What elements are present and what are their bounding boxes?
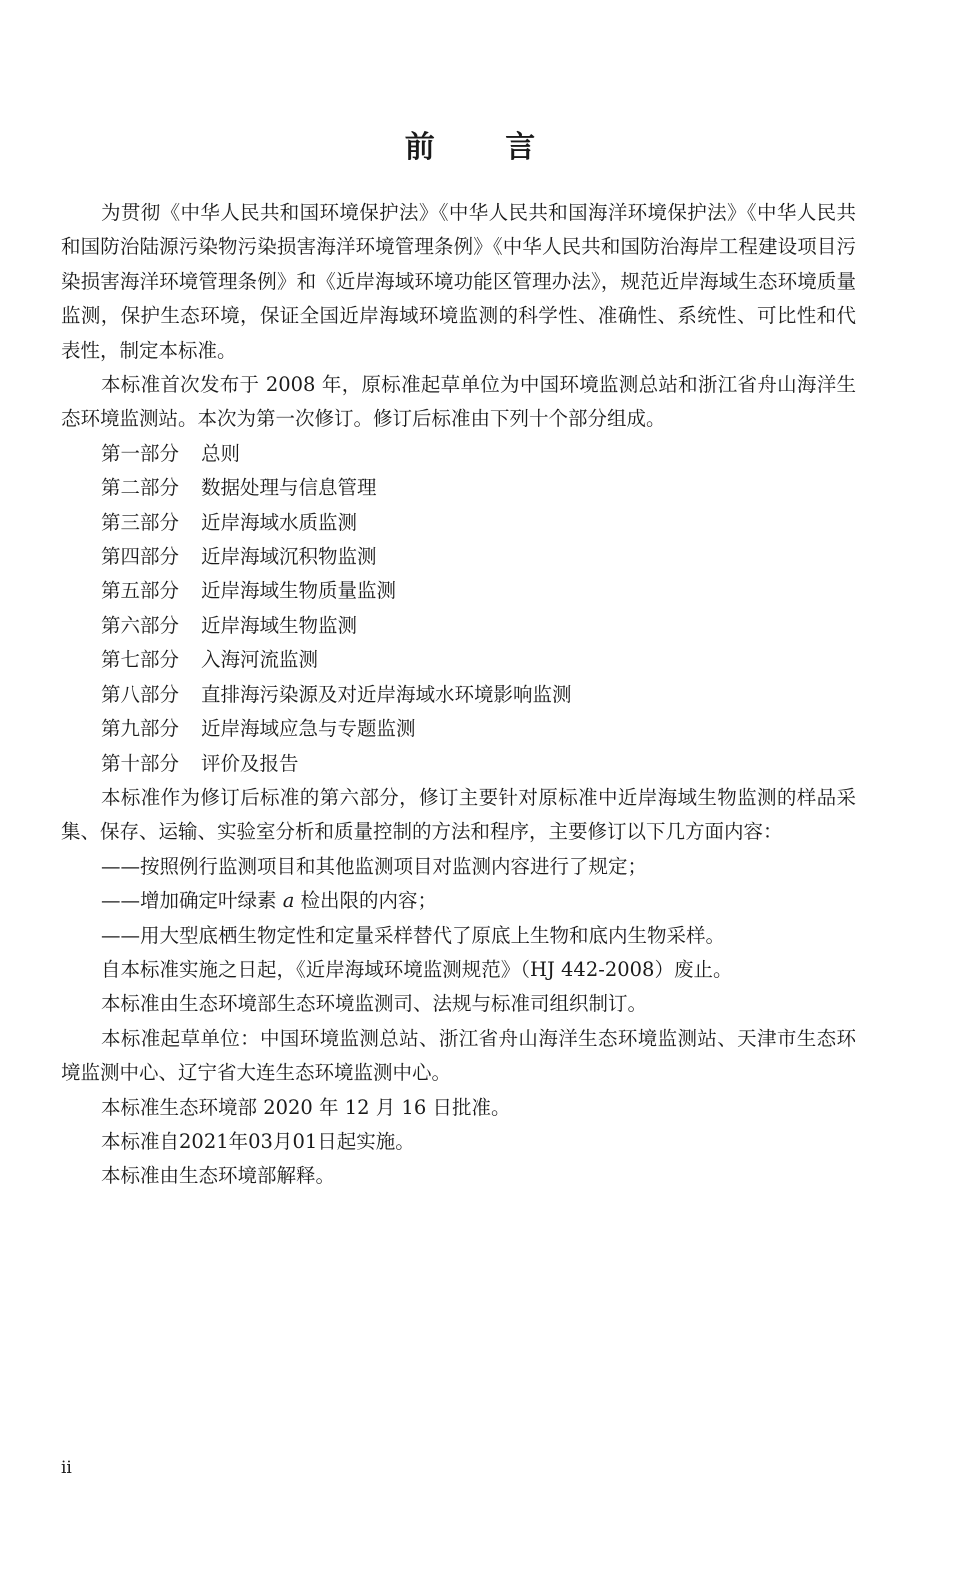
parts-list bbox=[61, 437, 856, 781]
revision-intro-paragraph: 本标准作为修订后标准的第六部分，修订主要针对原标准中近岸海域生物监测的样品采集、保存、运输、实验室分析和质量控制的方法和程序，主要修订以下几方面内容： bbox=[61, 785, 856, 844]
part-number: 第八部分 bbox=[101, 682, 180, 706]
part-item bbox=[61, 471, 856, 505]
part-name: 近岸海域生物监测 bbox=[201, 613, 358, 637]
part-name: 近岸海域水质监测 bbox=[201, 510, 358, 534]
approval-paragraph: 本标准生态环境部 2020 年 12 月 16 日批准。 bbox=[101, 1095, 511, 1119]
page-number: ii bbox=[61, 1458, 72, 1478]
part-name: 近岸海域应急与专题监测 bbox=[201, 717, 416, 741]
intro-paragraph-1: 为贯彻《中华人民共和国环境保护法》《中华人民共和国海洋环境保护法》《中华人民共和国防治陆源污染物污染损害海洋环境管理条例》《中华人民共和国防治海岸工程建设项目污染损害海洋环境管理条例》和《近岸海域环境功能区管理办法》，规范近岸海域生态环境质量监测，保护生态环境，保证全国近岸海域环境监测的科学性、准确性、系统性、可比性和代表性，制定本标准。 bbox=[61, 201, 856, 362]
part-name: 直排海污染源及对近岸海域水环境影响监测 bbox=[201, 682, 572, 706]
part-name: 评价及报告 bbox=[201, 751, 299, 775]
foreword-body bbox=[61, 196, 856, 1194]
part-item bbox=[61, 678, 856, 712]
revision-item-2-before: ——增加确定叶绿素 bbox=[101, 889, 283, 913]
intro-paragraph-2: 本标准首次发布于 2008 年，原标准起草单位为中国环境监测总站和浙江省舟山海洋生态环境监测站。本次为第一次修订。修订后标准由下列十个部分组成。 bbox=[61, 373, 856, 431]
part-name: 总则 bbox=[201, 441, 241, 465]
part-item bbox=[61, 712, 856, 746]
part-item bbox=[61, 540, 856, 574]
revision-item-3: ——用大型底栖生物定性和定量采样替代了原底上生物和底内生物采样。 bbox=[101, 923, 726, 947]
page-title: 前 言 bbox=[404, 130, 566, 165]
part-number: 第七部分 bbox=[101, 648, 180, 672]
part-item bbox=[61, 506, 856, 540]
part-item bbox=[61, 747, 856, 781]
part-number: 第六部分 bbox=[101, 613, 180, 637]
interpretation-paragraph: 本标准由生态环境部解释。 bbox=[101, 1164, 336, 1188]
revision-item-2-after: 检出限的内容； bbox=[294, 889, 438, 913]
revision-item-2 bbox=[61, 884, 856, 918]
part-number: 第三部分 bbox=[101, 510, 180, 534]
part-number: 第二部分 bbox=[101, 476, 180, 500]
part-number: 第四部分 bbox=[101, 545, 180, 569]
revision-item-1: ——按照例行监测项目和其他监测项目对监测内容进行了规定； bbox=[101, 854, 648, 878]
part-number: 第十部分 bbox=[101, 751, 180, 775]
part-name: 近岸海域沉积物监测 bbox=[201, 545, 377, 569]
repeal-paragraph: 自本标准实施之日起，《近岸海域环境监测规范》（HJ 442-2008）废止。 bbox=[101, 957, 733, 981]
part-name: 近岸海域生物质量监测 bbox=[201, 579, 397, 603]
part-item bbox=[61, 574, 856, 608]
drafters-paragraph: 本标准起草单位：中国环境监测总站、浙江省舟山海洋生态环境监测站、天津市生态环境监测中心、辽宁省大连生态环境监测中心。 bbox=[61, 1026, 856, 1085]
organizer-paragraph: 本标准由生态环境部生态环境监测司、法规与标准司组织制订。 bbox=[101, 992, 648, 1016]
part-name: 入海河流监测 bbox=[201, 648, 319, 672]
part-item bbox=[61, 609, 856, 643]
part-name: 数据处理与信息管理 bbox=[201, 476, 377, 500]
part-item bbox=[61, 437, 856, 471]
part-number: 第五部分 bbox=[101, 579, 180, 603]
effective-date-paragraph: 本标准自2021年03月01日起实施。 bbox=[101, 1129, 415, 1153]
chlorophyll-symbol: a bbox=[282, 889, 295, 913]
part-number: 第一部分 bbox=[101, 441, 180, 465]
part-item bbox=[61, 643, 856, 677]
part-number: 第九部分 bbox=[101, 717, 180, 741]
